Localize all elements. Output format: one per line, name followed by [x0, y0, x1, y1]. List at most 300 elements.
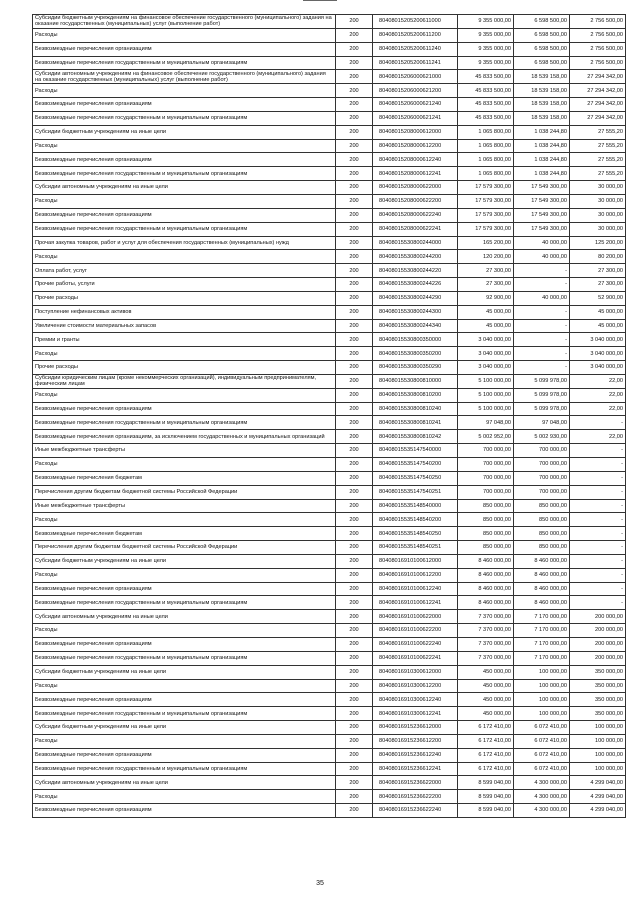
table-row [33, 28, 626, 42]
table-row [33, 790, 626, 804]
row-approved-amount: 3 040 000,00 [458, 361, 514, 375]
row-budget-code: 80408015530800810241 [373, 416, 458, 430]
row-budget-code: 80408015535148540250 [373, 527, 458, 541]
row-executed-amount: 18 539 158,00 [514, 84, 570, 98]
row-executed-amount: 850 000,00 [514, 541, 570, 555]
row-approved-amount: 1 065 800,00 [458, 125, 514, 139]
table-row [33, 84, 626, 98]
row-budget-code: 80408015208000622240 [373, 208, 458, 222]
row-approved-amount: 165 200,00 [458, 236, 514, 250]
row-approved-amount: 450 000,00 [458, 679, 514, 693]
row-executed-amount: 700 000,00 [514, 458, 570, 472]
row-line-code: 200 [336, 139, 373, 153]
row-budget-code: 80408015535147540251 [373, 485, 458, 499]
row-line-code: 200 [336, 264, 373, 278]
row-approved-amount: 17 579 300,00 [458, 194, 514, 208]
row-executed-amount: 40 000,00 [514, 236, 570, 250]
row-executed-amount: 6 598 500,00 [514, 28, 570, 42]
table-row [33, 527, 626, 541]
row-budget-code: 80408015535148540251 [373, 541, 458, 555]
row-line-code: 200 [336, 499, 373, 513]
row-executed-amount: 7 170 000,00 [514, 610, 570, 624]
row-unexecuted-amount: 200 000,00 [570, 624, 626, 638]
row-line-code: 200 [336, 582, 373, 596]
row-budget-code: 80408015205200611000 [373, 15, 458, 29]
row-approved-amount: 9 355 000,00 [458, 42, 514, 56]
row-line-code: 200 [336, 167, 373, 181]
row-approved-amount: 7 370 000,00 [458, 610, 514, 624]
row-name: Перечисления другим бюджетам бюджетной системы Российской Федерации [33, 485, 336, 499]
row-approved-amount: 9 355 000,00 [458, 15, 514, 29]
row-budget-code: 80408015530800244220 [373, 264, 458, 278]
row-approved-amount: 6 172 410,00 [458, 721, 514, 735]
row-line-code: 200 [336, 610, 373, 624]
row-line-code: 200 [336, 568, 373, 582]
row-executed-amount: 100 000,00 [514, 693, 570, 707]
row-unexecuted-amount: - [570, 444, 626, 458]
table-row [33, 721, 626, 735]
row-name: Иные межбюджетные трансферты [33, 499, 336, 513]
row-line-code: 200 [336, 361, 373, 375]
row-unexecuted-amount: 350 000,00 [570, 693, 626, 707]
row-unexecuted-amount: 45 000,00 [570, 319, 626, 333]
row-approved-amount: 7 370 000,00 [458, 624, 514, 638]
row-budget-code: 80408016915236612000 [373, 721, 458, 735]
row-executed-amount: 4 300 000,00 [514, 804, 570, 818]
row-name: Оплата работ, услуг [33, 264, 336, 278]
row-executed-amount: 4 300 000,00 [514, 776, 570, 790]
row-unexecuted-amount: 30 000,00 [570, 181, 626, 195]
row-approved-amount: 45 833 500,00 [458, 70, 514, 84]
row-unexecuted-amount: 2 756 500,00 [570, 28, 626, 42]
row-budget-code: 80408015535147540000 [373, 444, 458, 458]
row-executed-amount: 17 549 300,00 [514, 208, 570, 222]
table-row [33, 153, 626, 167]
row-approved-amount: 7 370 000,00 [458, 637, 514, 651]
row-executed-amount: 100 000,00 [514, 665, 570, 679]
row-unexecuted-amount: 125 200,00 [570, 236, 626, 250]
row-executed-amount: 5 099 978,00 [514, 388, 570, 402]
row-line-code: 200 [336, 153, 373, 167]
row-unexecuted-amount: 200 000,00 [570, 637, 626, 651]
row-executed-amount: 6 072 410,00 [514, 734, 570, 748]
row-budget-code: 80408015208000612240 [373, 153, 458, 167]
row-line-code: 200 [336, 388, 373, 402]
row-name: Безвозмездные перечисления государственным и муниципальным организациям [33, 762, 336, 776]
row-name: Безвозмездные перечисления государственным и муниципальным организациям [33, 707, 336, 721]
row-budget-code: 80408015530800244300 [373, 305, 458, 319]
row-executed-amount: 700 000,00 [514, 471, 570, 485]
row-approved-amount: 45 000,00 [458, 319, 514, 333]
row-name: Субсидии автономным учреждениям на иные цели [33, 610, 336, 624]
row-name: Безвозмездные перечисления организациям [33, 42, 336, 56]
row-unexecuted-amount: - [570, 416, 626, 430]
row-budget-code: 80408016915236622200 [373, 790, 458, 804]
row-unexecuted-amount: 200 000,00 [570, 651, 626, 665]
row-unexecuted-amount: 100 000,00 [570, 721, 626, 735]
row-approved-amount: 700 000,00 [458, 471, 514, 485]
row-line-code: 200 [336, 637, 373, 651]
table-row [33, 347, 626, 361]
row-budget-code: 80408016910100612200 [373, 568, 458, 582]
row-unexecuted-amount: 350 000,00 [570, 707, 626, 721]
table-row [33, 208, 626, 222]
row-line-code: 200 [336, 554, 373, 568]
table-row [33, 665, 626, 679]
row-approved-amount: 45 833 500,00 [458, 98, 514, 112]
row-executed-amount: 5 099 978,00 [514, 374, 570, 388]
row-line-code: 200 [336, 402, 373, 416]
row-executed-amount: 40 000,00 [514, 291, 570, 305]
row-name: Прочие работы, услуги [33, 278, 336, 292]
row-unexecuted-amount: 27 294 342,00 [570, 84, 626, 98]
row-unexecuted-amount: 30 000,00 [570, 194, 626, 208]
top-divider [303, 0, 337, 1]
row-unexecuted-amount: 27 294 342,00 [570, 98, 626, 112]
table-row [33, 693, 626, 707]
row-unexecuted-amount: 2 756 500,00 [570, 15, 626, 29]
row-line-code: 200 [336, 222, 373, 236]
table-row [33, 70, 626, 84]
row-name: Безвозмездные перечисления бюджетам [33, 471, 336, 485]
row-unexecuted-amount: 27 300,00 [570, 264, 626, 278]
row-approved-amount: 9 355 000,00 [458, 56, 514, 70]
row-name: Прочие расходы [33, 291, 336, 305]
row-line-code: 200 [336, 458, 373, 472]
row-name: Увеличение стоимости материальных запасов [33, 319, 336, 333]
row-name: Субсидии автономным учреждениям на иные цели [33, 776, 336, 790]
row-name: Расходы [33, 84, 336, 98]
row-unexecuted-amount: 200 000,00 [570, 610, 626, 624]
row-name: Безвозмездные перечисления государственным и муниципальным организациям [33, 416, 336, 430]
row-executed-amount: 5 002 930,00 [514, 430, 570, 444]
row-budget-code: 80408016910100622200 [373, 624, 458, 638]
row-executed-amount: 850 000,00 [514, 527, 570, 541]
row-approved-amount: 45 000,00 [458, 305, 514, 319]
table-row [33, 485, 626, 499]
row-executed-amount: - [514, 347, 570, 361]
row-budget-code: 80408015208000612241 [373, 167, 458, 181]
table-row [33, 596, 626, 610]
row-line-code: 200 [336, 250, 373, 264]
row-executed-amount: 97 048,00 [514, 416, 570, 430]
row-executed-amount: 5 099 978,00 [514, 402, 570, 416]
table-row [33, 291, 626, 305]
row-line-code: 200 [336, 181, 373, 195]
row-approved-amount: 6 172 410,00 [458, 734, 514, 748]
row-name: Безвозмездные перечисления организациям [33, 748, 336, 762]
row-line-code: 200 [336, 790, 373, 804]
row-unexecuted-amount: 22,00 [570, 402, 626, 416]
row-budget-code: 80408015205200611241 [373, 56, 458, 70]
row-executed-amount: - [514, 319, 570, 333]
row-budget-code: 80408015205200611240 [373, 42, 458, 56]
row-unexecuted-amount: 27 555,20 [570, 153, 626, 167]
row-line-code: 200 [336, 804, 373, 818]
row-unexecuted-amount: 100 000,00 [570, 762, 626, 776]
row-unexecuted-amount: 27 300,00 [570, 278, 626, 292]
row-line-code: 200 [336, 374, 373, 388]
row-executed-amount: - [514, 264, 570, 278]
row-approved-amount: 97 048,00 [458, 416, 514, 430]
row-executed-amount: 6 598 500,00 [514, 42, 570, 56]
row-unexecuted-amount: - [570, 471, 626, 485]
table-row [33, 707, 626, 721]
table-row [33, 388, 626, 402]
row-budget-code: 80408015530800244290 [373, 291, 458, 305]
row-approved-amount: 45 833 500,00 [458, 84, 514, 98]
row-approved-amount: 5 002 952,00 [458, 430, 514, 444]
row-name: Безвозмездные перечисления государственным и муниципальным организациям [33, 111, 336, 125]
row-budget-code: 80408016910100612241 [373, 596, 458, 610]
row-executed-amount: 6 598 500,00 [514, 15, 570, 29]
row-budget-code: 80408015535148540000 [373, 499, 458, 513]
row-unexecuted-amount: 350 000,00 [570, 679, 626, 693]
table-row [33, 568, 626, 582]
row-budget-code: 80408015205200611200 [373, 28, 458, 42]
table-row [33, 651, 626, 665]
row-budget-code: 80408016910300612200 [373, 679, 458, 693]
row-approved-amount: 8 599 040,00 [458, 790, 514, 804]
row-approved-amount: 17 579 300,00 [458, 222, 514, 236]
row-line-code: 200 [336, 347, 373, 361]
row-approved-amount: 17 579 300,00 [458, 208, 514, 222]
row-unexecuted-amount: 100 000,00 [570, 748, 626, 762]
row-executed-amount: 6 598 500,00 [514, 56, 570, 70]
row-line-code: 200 [336, 485, 373, 499]
row-name: Субсидии бюджетным учреждениям на иные цели [33, 554, 336, 568]
row-name: Безвозмездные перечисления организациям [33, 693, 336, 707]
row-budget-code: 80408015530800810200 [373, 388, 458, 402]
row-executed-amount: 7 170 000,00 [514, 624, 570, 638]
row-executed-amount: 700 000,00 [514, 485, 570, 499]
row-line-code: 200 [336, 70, 373, 84]
row-unexecuted-amount: 4 299 040,00 [570, 804, 626, 818]
row-unexecuted-amount: 30 000,00 [570, 222, 626, 236]
table-row [33, 333, 626, 347]
table-row [33, 139, 626, 153]
row-line-code: 200 [336, 333, 373, 347]
table-row [33, 56, 626, 70]
row-line-code: 200 [336, 624, 373, 638]
row-budget-code: 80408015530800810240 [373, 402, 458, 416]
row-approved-amount: 3 040 000,00 [458, 333, 514, 347]
row-approved-amount: 450 000,00 [458, 665, 514, 679]
row-line-code: 200 [336, 42, 373, 56]
row-unexecuted-amount: - [570, 568, 626, 582]
row-approved-amount: 3 040 000,00 [458, 347, 514, 361]
row-name: Безвозмездные перечисления организациям [33, 402, 336, 416]
table-row [33, 222, 626, 236]
row-budget-code: 80408015206000621241 [373, 111, 458, 125]
row-name: Расходы [33, 624, 336, 638]
row-executed-amount: - [514, 333, 570, 347]
row-budget-code: 80408016910100622241 [373, 651, 458, 665]
row-executed-amount: 17 549 300,00 [514, 222, 570, 236]
row-unexecuted-amount: 4 299 040,00 [570, 790, 626, 804]
row-budget-code: 80408015208000622200 [373, 194, 458, 208]
row-executed-amount: - [514, 278, 570, 292]
row-line-code: 200 [336, 430, 373, 444]
row-name: Безвозмездные перечисления государственным и муниципальным организациям [33, 167, 336, 181]
table-row [33, 361, 626, 375]
table-row [33, 610, 626, 624]
row-line-code: 200 [336, 762, 373, 776]
row-unexecuted-amount: - [570, 513, 626, 527]
row-name: Безвозмездные перечисления государственным и муниципальным организациям [33, 651, 336, 665]
row-name: Безвозмездные перечисления организациям, за исключением государственных и муниципальных организаций [33, 430, 336, 444]
row-line-code: 200 [336, 319, 373, 333]
row-line-code: 200 [336, 56, 373, 70]
row-unexecuted-amount: - [570, 527, 626, 541]
row-name: Прочая закупка товаров, работ и услуг для обеспечения государственных (муниципальных) нужд [33, 236, 336, 250]
row-executed-amount: 700 000,00 [514, 444, 570, 458]
table-row [33, 762, 626, 776]
row-budget-code: 80408016915236612241 [373, 762, 458, 776]
row-name: Расходы [33, 458, 336, 472]
row-approved-amount: 8 460 000,00 [458, 568, 514, 582]
row-name: Расходы [33, 568, 336, 582]
row-budget-code: 80408016910300612000 [373, 665, 458, 679]
row-line-code: 200 [336, 748, 373, 762]
row-budget-code: 80408016910100612240 [373, 582, 458, 596]
table-row [33, 582, 626, 596]
row-name: Премии и гранты [33, 333, 336, 347]
row-approved-amount: 8 460 000,00 [458, 582, 514, 596]
row-approved-amount: 8 599 040,00 [458, 804, 514, 818]
row-budget-code: 80408016910300612240 [373, 693, 458, 707]
row-approved-amount: 27 300,00 [458, 278, 514, 292]
row-budget-code: 80408015206000621240 [373, 98, 458, 112]
page-number: 35 [316, 880, 324, 887]
row-executed-amount: 850 000,00 [514, 513, 570, 527]
row-line-code: 200 [336, 651, 373, 665]
row-name: Безвозмездные перечисления государственным и муниципальным организациям [33, 56, 336, 70]
row-executed-amount: 18 539 158,00 [514, 98, 570, 112]
row-executed-amount: 17 549 300,00 [514, 194, 570, 208]
row-name: Безвозмездные перечисления организациям [33, 98, 336, 112]
row-budget-code: 80408015208000612000 [373, 125, 458, 139]
row-line-code: 200 [336, 776, 373, 790]
row-unexecuted-amount: 27 294 342,00 [570, 70, 626, 84]
table-row [33, 541, 626, 555]
row-line-code: 200 [336, 541, 373, 555]
row-line-code: 200 [336, 513, 373, 527]
table-row [33, 444, 626, 458]
row-approved-amount: 700 000,00 [458, 458, 514, 472]
row-approved-amount: 9 355 000,00 [458, 28, 514, 42]
row-approved-amount: 850 000,00 [458, 513, 514, 527]
row-budget-code: 80408016910100622240 [373, 637, 458, 651]
row-approved-amount: 8 599 040,00 [458, 776, 514, 790]
row-budget-code: 80408015530800350200 [373, 347, 458, 361]
table-row [33, 250, 626, 264]
row-name: Расходы [33, 139, 336, 153]
row-approved-amount: 27 300,00 [458, 264, 514, 278]
row-executed-amount: 8 460 000,00 [514, 568, 570, 582]
row-name: Поступление нефинансовых активов [33, 305, 336, 319]
row-budget-code: 80408015208000612200 [373, 139, 458, 153]
row-line-code: 200 [336, 111, 373, 125]
row-line-code: 200 [336, 596, 373, 610]
row-budget-code: 80408015530800810242 [373, 430, 458, 444]
row-budget-code: 80408015206000621000 [373, 70, 458, 84]
row-line-code: 200 [336, 665, 373, 679]
row-name: Безвозмездные перечисления государственным и муниципальным организациям [33, 596, 336, 610]
row-unexecuted-amount: 80 200,00 [570, 250, 626, 264]
row-budget-code: 80408015208000622000 [373, 181, 458, 195]
table-row [33, 236, 626, 250]
row-budget-code: 80408015530800350290 [373, 361, 458, 375]
row-unexecuted-amount: 3 040 000,00 [570, 347, 626, 361]
row-unexecuted-amount: 2 756 500,00 [570, 56, 626, 70]
row-executed-amount: - [514, 305, 570, 319]
row-name: Безвозмездные перечисления организациям [33, 153, 336, 167]
row-budget-code: 80408015208000622241 [373, 222, 458, 236]
row-name: Безвозмездные перечисления организациям [33, 804, 336, 818]
row-name: Расходы [33, 513, 336, 527]
row-line-code: 200 [336, 721, 373, 735]
table-row [33, 42, 626, 56]
table-row [33, 167, 626, 181]
row-approved-amount: 450 000,00 [458, 707, 514, 721]
row-unexecuted-amount: 100 000,00 [570, 734, 626, 748]
row-unexecuted-amount: - [570, 582, 626, 596]
row-name: Безвозмездные перечисления организациям [33, 637, 336, 651]
row-name: Расходы [33, 790, 336, 804]
row-executed-amount: 18 539 158,00 [514, 111, 570, 125]
row-line-code: 200 [336, 278, 373, 292]
row-budget-code: 80408016915236622000 [373, 776, 458, 790]
row-approved-amount: 850 000,00 [458, 527, 514, 541]
row-budget-code: 80408015206000621200 [373, 84, 458, 98]
row-unexecuted-amount: 22,00 [570, 430, 626, 444]
table-row [33, 305, 626, 319]
row-executed-amount: 850 000,00 [514, 499, 570, 513]
row-name: Перечисления другим бюджетам бюджетной системы Российской Федерации [33, 541, 336, 555]
row-budget-code: 80408016915236612240 [373, 748, 458, 762]
table-row [33, 734, 626, 748]
row-approved-amount: 6 172 410,00 [458, 762, 514, 776]
row-executed-amount: 8 460 000,00 [514, 554, 570, 568]
row-unexecuted-amount: 27 555,20 [570, 139, 626, 153]
row-line-code: 200 [336, 15, 373, 29]
row-budget-code: 80408015530800244340 [373, 319, 458, 333]
row-name: Субсидии бюджетным учреждениям на иные цели [33, 665, 336, 679]
row-executed-amount: 17 549 300,00 [514, 181, 570, 195]
row-name: Расходы [33, 679, 336, 693]
row-unexecuted-amount: 350 000,00 [570, 665, 626, 679]
row-name: Расходы [33, 194, 336, 208]
row-approved-amount: 17 579 300,00 [458, 181, 514, 195]
row-line-code: 200 [336, 291, 373, 305]
row-name: Расходы [33, 347, 336, 361]
table-row [33, 513, 626, 527]
budget-execution-table [32, 14, 626, 818]
row-unexecuted-amount: - [570, 458, 626, 472]
row-line-code: 200 [336, 28, 373, 42]
row-approved-amount: 1 065 800,00 [458, 139, 514, 153]
row-name: Безвозмездные перечисления организациям [33, 582, 336, 596]
row-executed-amount: 6 072 410,00 [514, 721, 570, 735]
row-unexecuted-amount: 27 555,20 [570, 167, 626, 181]
table-row [33, 430, 626, 444]
row-executed-amount: 1 038 244,80 [514, 153, 570, 167]
row-name: Субсидии бюджетным учреждениям на финансовое обеспечение государственного (муниципального) задания на оказание государственных (муниципальных) услуг (выполнение работ) [33, 15, 336, 29]
row-name: Субсидии бюджетным учреждениям на иные цели [33, 721, 336, 735]
table-row [33, 679, 626, 693]
row-executed-amount: 40 000,00 [514, 250, 570, 264]
